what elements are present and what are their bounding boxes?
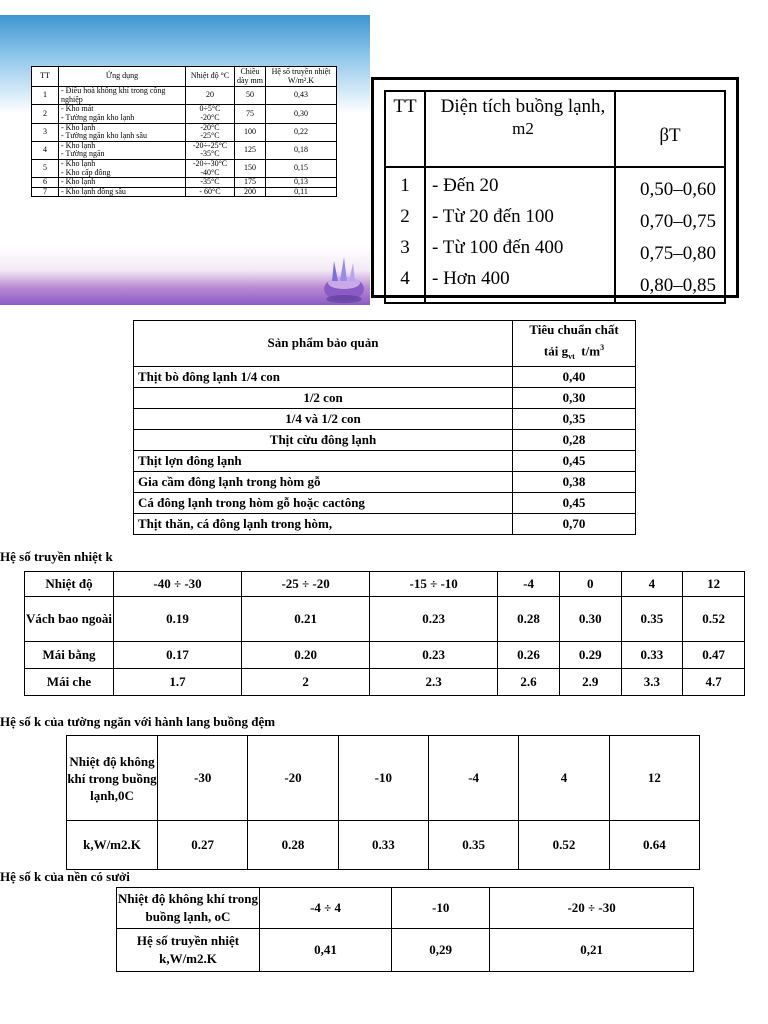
temperature-header: -4	[498, 572, 560, 597]
heat-transfer-row	[25, 597, 745, 642]
wall-temperature-header: 12	[609, 736, 699, 821]
product-name: Gia cầm đông lạnh trong hòm gỗ	[134, 471, 513, 492]
section-title-k: Hệ số truyền nhiệt k	[0, 549, 113, 564]
section-title-floor: Hệ số k của nền có sưởi	[0, 869, 130, 884]
product-name: 1/2 con	[134, 387, 513, 408]
wall-k-value: 0.35	[428, 821, 518, 870]
wall-temperature-header: -30	[158, 736, 248, 821]
slide-tt: 6	[32, 178, 59, 188]
slide-application-line: - Kho lạnh	[61, 122, 96, 132]
wall-coefficient-table	[66, 735, 700, 870]
slide-application	[59, 123, 186, 141]
product-name: Thịt cừu đông lạnh	[134, 429, 513, 450]
product-name: Thịt bò đông lạnh 1/4 con	[134, 366, 513, 387]
slide-thickness: 125	[235, 141, 266, 159]
floor-temperature-header: -4 ÷ 4	[260, 888, 392, 929]
slide-application-line: - Tường ngăn kho lạnh sâu	[61, 131, 147, 141]
col-tt: TT	[32, 67, 59, 87]
slide-temperature-line: 0÷5°C	[199, 104, 221, 114]
section-title-wall: Hệ số k của tường ngăn với hành lang buồng đệm	[0, 714, 276, 729]
floor-k-value: 0,29	[392, 929, 490, 972]
beta-4: 0,80–0,85	[640, 275, 716, 296]
wall-temperature-header: -4	[428, 736, 518, 821]
temperature-header: 12	[683, 572, 745, 597]
slide-tt: 5	[32, 159, 59, 177]
k-value: 1.7	[114, 669, 242, 696]
temperature-header: -15 ÷ -10	[370, 572, 498, 597]
slide-thickness: 75	[235, 105, 266, 123]
product-name: Cá đông lạnh trong hòm gỗ hoặc cactông	[134, 492, 513, 513]
slide-tt: 1	[32, 87, 59, 105]
floor-temperature-label: Nhiệt độ không khí trong buồng lạnh, oC	[117, 888, 260, 929]
temperature-header: -40 ÷ -30	[114, 572, 242, 597]
slide-k-value: 0,11	[266, 187, 337, 197]
beta-1: 0,50–0,60	[640, 179, 716, 200]
slide-table-row	[32, 141, 337, 159]
area-unit: m2	[512, 119, 534, 138]
slide-thickness: 150	[235, 159, 266, 177]
slide-temperature	[186, 87, 235, 105]
k-value: 0.23	[370, 597, 498, 642]
insulation-table	[31, 66, 337, 197]
product-load-value: 0,30	[513, 387, 636, 408]
floor-coefficient-table	[116, 887, 694, 972]
k-value: 0.19	[114, 597, 242, 642]
area-2: - Từ 20 đến 100	[432, 206, 554, 227]
slide-table-row	[32, 105, 337, 123]
col-heat-coefficient: Hệ số truyền nhiệt W/m².K	[266, 67, 337, 87]
slide-application	[59, 159, 186, 177]
row-label: Mái bằng	[25, 642, 114, 669]
slide-table-row	[32, 187, 337, 197]
slide-application-line: - Điều hoà không khí trong công nghiệp	[61, 86, 166, 104]
area-coefficient-table	[384, 90, 726, 304]
slide-k-value: 0,15	[266, 159, 337, 177]
slide-temperature-line: -20°C	[200, 122, 220, 132]
slide-temperature-line: - 60°C	[199, 186, 221, 196]
slide-application	[59, 141, 186, 159]
product-name: Thịt thăn, cá đông lạnh trong hòm,	[134, 513, 513, 534]
area-header-label: Diện tích buồng lạnh,	[440, 96, 606, 117]
slide-table-row	[32, 159, 337, 177]
slide-tt: 2	[32, 105, 59, 123]
slide-temperature	[186, 178, 235, 188]
area-4: - Hơn 400	[432, 268, 510, 289]
slide-k-value: 0,30	[266, 105, 337, 123]
slide-thickness: 50	[235, 87, 266, 105]
k-value: 0.17	[114, 642, 242, 669]
slide-thickness: 175	[235, 178, 266, 188]
slide-table-row	[32, 123, 337, 141]
col-temperature: Nhiệt độ °C	[186, 67, 235, 87]
floor-temperature-header: -20 ÷ -30	[490, 888, 694, 929]
slide-application	[59, 178, 186, 188]
slide-application-line: - Kho lạnh đông sâu	[61, 186, 126, 196]
slide-temperature-line: -20°C	[200, 112, 220, 122]
slide-image	[0, 15, 370, 305]
wall-k-label: k,W/m2.K	[67, 821, 158, 870]
slide-tt: 3	[32, 123, 59, 141]
product-row	[134, 408, 636, 429]
k-value: 0.23	[370, 642, 498, 669]
k-value: 0.20	[242, 642, 370, 669]
beta-2: 0,70–0,75	[640, 211, 716, 232]
slide-temperature-line: 20	[206, 90, 214, 100]
slide-application	[59, 105, 186, 123]
slide-application-line: - Kho cấp đông	[61, 167, 111, 177]
floor-k-value: 0,41	[260, 929, 392, 972]
k-value: 2	[242, 669, 370, 696]
slide-thickness: 200	[235, 187, 266, 197]
slide-application-line: - Kho lạnh	[61, 140, 96, 150]
slide-application	[59, 187, 186, 197]
tt-4: 4	[400, 268, 410, 289]
slide-temperature-line: -35°C	[200, 177, 220, 187]
k-value: 2.3	[370, 669, 498, 696]
slide-table-row	[32, 178, 337, 188]
col-beta: βT	[615, 91, 725, 167]
slide-tt: 7	[32, 187, 59, 197]
slide-temperature-line: -20÷-30°C	[192, 158, 228, 168]
product-row	[134, 366, 636, 387]
slide-application-line: - Kho lạnh	[61, 158, 96, 168]
slide-temperature	[186, 159, 235, 177]
wall-k-value: 0.27	[158, 821, 248, 870]
product-row	[134, 429, 636, 450]
tt-2: 2	[400, 206, 410, 227]
slide-temperature-line: -40°C	[200, 167, 220, 177]
load-header-unit: t/m	[581, 343, 601, 359]
product-load-value: 0,45	[513, 492, 636, 513]
product-row	[134, 450, 636, 471]
storage-load-table	[133, 320, 636, 535]
k-value: 0.33	[621, 642, 683, 669]
k-value: 0.29	[559, 642, 621, 669]
wall-k-value: 0.52	[519, 821, 609, 870]
slide-temperature	[186, 187, 235, 197]
product-load-value: 0,28	[513, 429, 636, 450]
k-value: 3.3	[621, 669, 683, 696]
row-label: Vách bao ngoài	[25, 597, 114, 642]
k-value: 0.26	[498, 642, 560, 669]
product-load-value: 0,40	[513, 366, 636, 387]
load-header-line2: tải g	[543, 343, 569, 359]
k-value: 0.47	[683, 642, 745, 669]
load-header-sub: vt	[568, 351, 575, 361]
wall-k-value: 0.64	[609, 821, 699, 870]
product-load-value: 0,35	[513, 408, 636, 429]
slide-temperature-line: -25°C	[200, 131, 220, 141]
col-area	[425, 91, 615, 167]
slide-tt: 4	[32, 141, 59, 159]
k-value: 0.28	[498, 597, 560, 642]
slide-table-row	[32, 87, 337, 105]
col-load-standard	[513, 321, 636, 367]
product-load-value: 0,38	[513, 471, 636, 492]
slide-temperature-line: -20÷-25°C	[192, 140, 228, 150]
slide-k-value: 0,18	[266, 141, 337, 159]
decorative-pot-icon	[318, 255, 370, 305]
col-product: Sản phẩm bảo quản	[134, 321, 513, 367]
k-value: 0.35	[621, 597, 683, 642]
wall-temperature-header: -20	[248, 736, 338, 821]
slide-application-line: - Tường ngăn kho lạnh	[61, 112, 135, 122]
beta-cell	[615, 167, 725, 303]
k-value: 4.7	[683, 669, 745, 696]
area-cell	[425, 167, 615, 303]
area-coefficient-panel	[371, 77, 739, 298]
temperature-header: -25 ÷ -20	[242, 572, 370, 597]
heat-transfer-row	[25, 642, 745, 669]
slide-temperature	[186, 105, 235, 123]
k-value: 2.6	[498, 669, 560, 696]
k-value: 0.30	[559, 597, 621, 642]
tt-1: 1	[400, 175, 410, 196]
product-row	[134, 471, 636, 492]
slide-k-value: 0,13	[266, 178, 337, 188]
product-load-value: 0,70	[513, 513, 636, 534]
wall-temperature-label: Nhiệt độ không khí trong buồng lạnh,0C	[67, 736, 158, 821]
load-header-line1: Tiêu chuẩn chất	[529, 322, 619, 337]
heat-transfer-row	[25, 669, 745, 696]
slide-application-line: - Kho lạnh	[61, 177, 96, 187]
product-load-value: 0,45	[513, 450, 636, 471]
temperature-header: 4	[621, 572, 683, 597]
wall-k-value: 0.28	[248, 821, 338, 870]
product-name: Thịt lợn đông lạnh	[134, 450, 513, 471]
wall-k-value: 0.33	[338, 821, 428, 870]
k-value: 0.52	[683, 597, 745, 642]
slide-application-line: - Tường ngăn	[61, 149, 105, 159]
wall-temperature-header: 4	[519, 736, 609, 821]
col-thickness: Chiều dày mm	[235, 67, 266, 87]
product-row	[134, 492, 636, 513]
k-value: 2.9	[559, 669, 621, 696]
floor-temperature-header: -10	[392, 888, 490, 929]
slide-k-value: 0,22	[266, 123, 337, 141]
tt-3: 3	[400, 237, 410, 258]
product-row	[134, 513, 636, 534]
slide-k-value: 0,43	[266, 87, 337, 105]
heat-transfer-table	[24, 571, 745, 696]
wall-temperature-header: -10	[338, 736, 428, 821]
slide-temperature-line: -35°C	[200, 149, 220, 159]
product-row	[134, 387, 636, 408]
area-3: - Từ 100 đến 400	[432, 237, 564, 258]
beta-3: 0,75–0,80	[640, 243, 716, 264]
floor-k-value: 0,21	[490, 929, 694, 972]
slide-application-line: - Kho mát	[61, 104, 94, 114]
col-tt: TT	[385, 91, 425, 167]
k-value: 0.21	[242, 597, 370, 642]
product-name: 1/4 và 1/2 con	[134, 408, 513, 429]
area-1: - Đến 20	[432, 175, 499, 196]
temperature-header: 0	[559, 572, 621, 597]
col-application: Ứng dụng	[59, 67, 186, 87]
slide-temperature	[186, 141, 235, 159]
tt-cell	[385, 167, 425, 303]
load-header-sup: 3	[600, 343, 605, 352]
row-label: Mái che	[25, 669, 114, 696]
slide-thickness: 100	[235, 123, 266, 141]
floor-k-label: Hệ số truyền nhiệt k,W/m2.K	[117, 929, 260, 972]
slide-temperature	[186, 123, 235, 141]
temperature-label: Nhiệt độ	[25, 572, 114, 597]
slide-application	[59, 87, 186, 105]
